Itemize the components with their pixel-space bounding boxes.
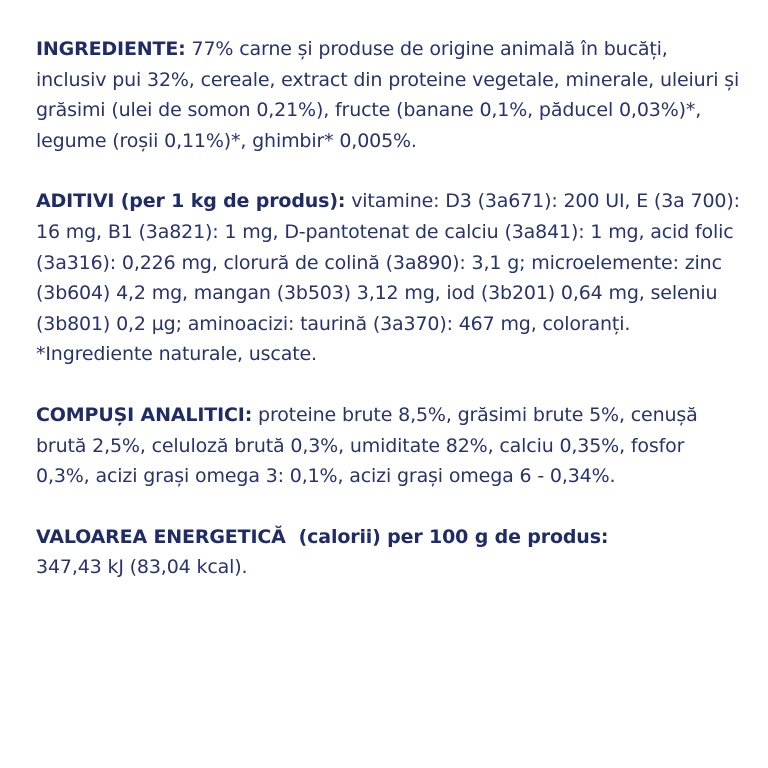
product-label-document: [36, 34, 740, 583]
additives-section: [36, 186, 740, 370]
ingredients-text: 77% carne și produse de origine animală în bucăți, inclusiv pui 32%, cereale, extract din proteine vegetale, minerale, uleiuri și grăsimi (ulei de somon 0,21%), fructe (banane 0,1%, păducel 0,03%)*, legume (roșii 0,11%)*, ghimbir* 0,005%.: [36, 38, 740, 152]
ingredients-heading: INGREDIENTE:: [36, 38, 186, 60]
additives-heading: ADITIVI (per 1 kg de produs):: [36, 190, 346, 213]
analytical-section: [36, 400, 740, 492]
ingredients-section: [36, 34, 740, 156]
analytical-text: proteine brute 8,5%, grăsimi brute 5%, cenușă brută 2,5%, celuloză brută 0,3%, umiditate 82%, calciu 0,35%, fosfor 0,3%, acizi grași omega 3: 0,1%, acizi grași omega 6 - 0,34%.: [36, 403, 698, 488]
energy-value: 347,43 kJ (83,04 kcal).: [36, 556, 248, 579]
analytical-heading: COMPUȘI ANALITICI:: [36, 403, 253, 426]
energy-section: [36, 522, 740, 583]
energy-heading: VALOAREA ENERGETICĂ (calorii) per 100 g de produs:: [36, 525, 609, 548]
additives-text: vitamine: D3 (3a671): 200 UI, E (3a 700): 16 mg, B1 (3a821): 1 mg, D-pantotenat de calciu (3a841): 1 mg, acid folic (3a316): 0,226 mg, clorură de colină (3a890): 3,1 g; microelemente: zinc (3b604) 4,2 mg, mangan (3b503) 3,12 mg, iod (3b201) 0,64 mg, seleniu (3b801) 0,2 µg; aminoacizi: taurină (3a370): 467 mg, coloranți. *Ingrediente naturale, uscate.: [36, 190, 740, 366]
